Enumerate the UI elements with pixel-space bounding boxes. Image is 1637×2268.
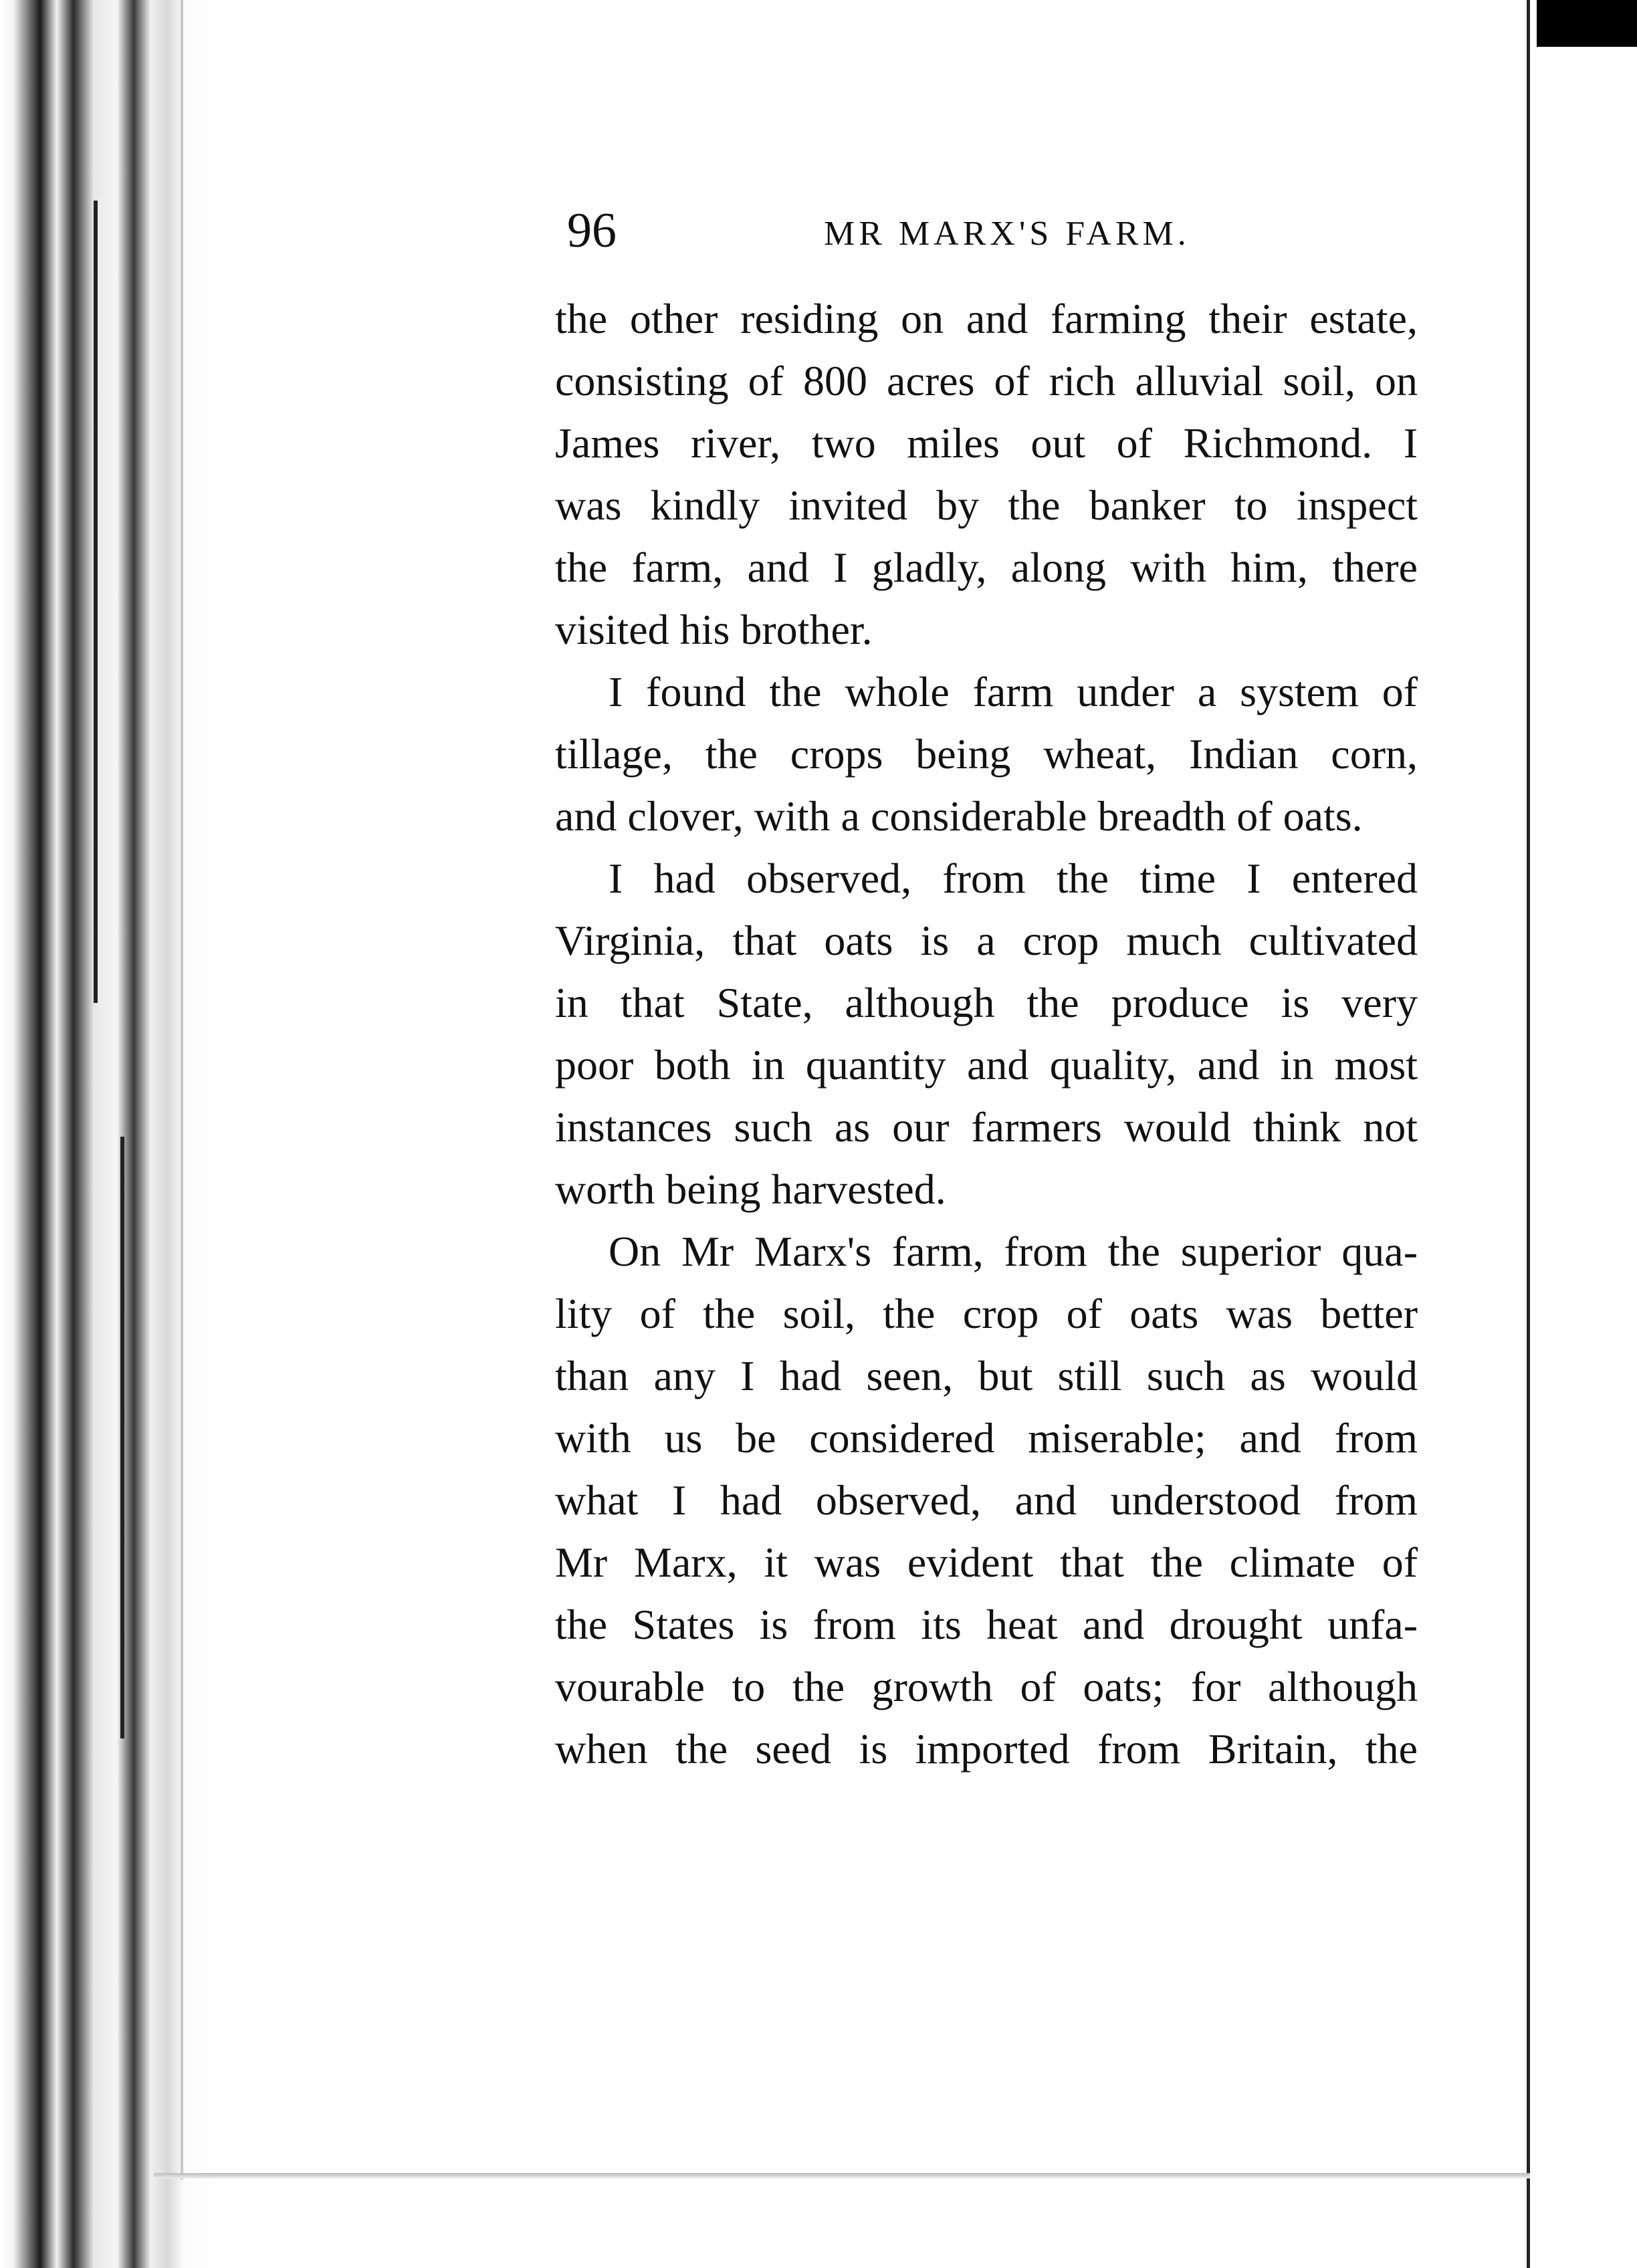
- text-line: what I had observed, and understood from: [555, 1476, 1418, 1524]
- text-line: worth being harvested.: [555, 1165, 946, 1213]
- text-line: vourable to the growth of oats; for although: [555, 1663, 1418, 1710]
- book-binding-gutter: [0, 0, 221, 2268]
- text-line: than any I had seen, but still such as would: [555, 1352, 1418, 1399]
- text-line: the farm, and I gladly, along with him, there: [555, 544, 1418, 591]
- page-bottom-edge: [154, 2173, 1530, 2178]
- paragraph: [555, 847, 1418, 1220]
- text-line: Virginia, that oats is a crop much cultivated: [555, 917, 1418, 964]
- text-line: visited his brother.: [555, 606, 873, 653]
- text-line: Mr Marx, it was evident that the climate of: [555, 1539, 1418, 1586]
- running-title: MR MARX'S FARM.: [824, 215, 1190, 253]
- text-line: consisting of 800 acres of rich alluvial soil, on: [555, 357, 1418, 405]
- paragraph: [555, 1220, 1418, 1780]
- binding-streak: [120, 1137, 124, 1738]
- text-line: with us be considered miserable; and from: [555, 1414, 1418, 1462]
- binding-streak: [94, 201, 98, 1003]
- page-number: 96: [567, 203, 617, 258]
- text-line: On Mr Marx's farm, from the superior qua-: [609, 1228, 1418, 1275]
- next-page-corner-shadow: [1537, 0, 1637, 47]
- text-line: I had observed, from the time I entered: [609, 855, 1418, 902]
- text-line: was kindly invited by the banker to inspect: [555, 481, 1418, 529]
- page-edge-line: [181, 0, 183, 2180]
- text-line: instances such as our farmers would think not: [555, 1103, 1418, 1151]
- running-head: [567, 194, 1418, 267]
- text-line: when the seed is imported from Britain, the: [555, 1725, 1418, 1773]
- text-line: the States is from its heat and drought unfa-: [555, 1601, 1418, 1648]
- text-line: the other residing on and farming their estate,: [555, 295, 1418, 342]
- next-page-edge: [1527, 0, 1637, 2268]
- text-line: James river, two miles out of Richmond. I: [555, 419, 1418, 467]
- paragraph: [555, 288, 1418, 661]
- paragraph: [555, 661, 1418, 847]
- body-text: [555, 288, 1418, 1780]
- text-line: lity of the soil, the crop of oats was better: [555, 1290, 1418, 1337]
- text-line: in that State, although the produce is very: [555, 979, 1418, 1026]
- text-line: poor both in quantity and quality, and in most: [555, 1041, 1418, 1089]
- text-line: I found the whole farm under a system of: [609, 668, 1418, 715]
- text-line: and clover, with a considerable breadth of oats.: [555, 792, 1363, 840]
- text-line: tillage, the crops being wheat, Indian corn,: [555, 730, 1418, 778]
